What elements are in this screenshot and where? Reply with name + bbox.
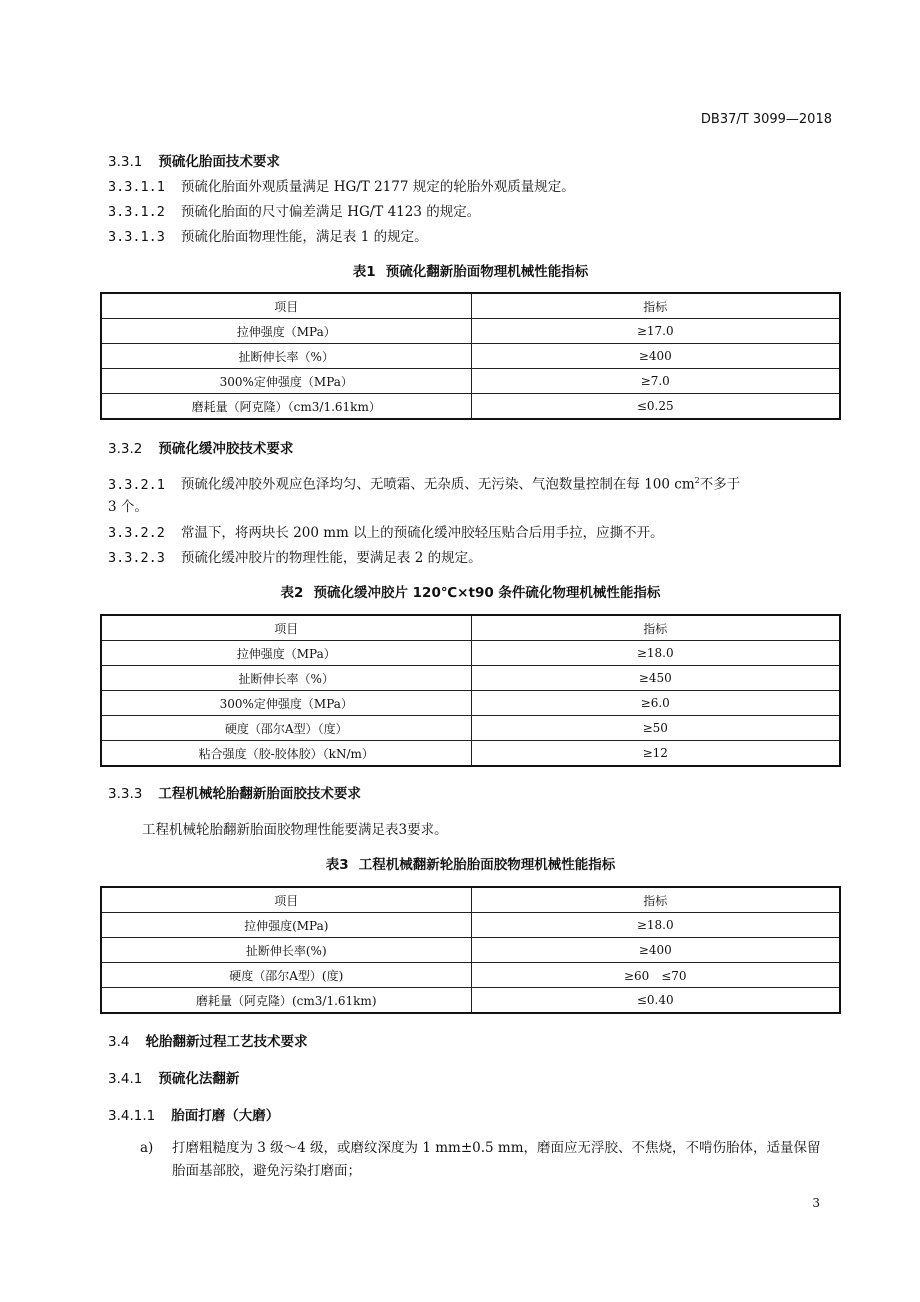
clause-3-3-1-3 xyxy=(108,225,428,245)
table-cell: ≥60 ≤70 xyxy=(471,963,840,988)
list-item-text: 打磨粗糙度为 3 级～4 级，或磨纹深度为 1 mm±0.5 mm，磨面应无浮胶、不焦烧，不啃伤胎体，适量保留胎面基部胶，避免污染打磨面； xyxy=(172,1140,821,1179)
section-3-3-3-text: 工程机械轮胎翻新胎面胶物理性能要满足表3要求。 xyxy=(142,822,448,838)
table-cell: ≥400 xyxy=(471,344,840,369)
clause-number: 3.3.1.2 xyxy=(108,204,165,220)
section-3-4-heading xyxy=(108,1030,307,1050)
section-title: 轮胎翻新过程工艺技术要求 xyxy=(145,1034,308,1050)
table-cell: ≥18.0 xyxy=(471,641,840,666)
table-cell: 拉伸强度(MPa) xyxy=(101,913,471,938)
table-cell: 300%定伸强度（MPa） xyxy=(101,691,471,716)
table-1 xyxy=(100,292,841,420)
clause-number: 3.3.1.1 xyxy=(108,179,165,195)
table-row xyxy=(101,344,840,369)
table-cell: 扯断伸长率（%） xyxy=(101,666,471,691)
header-cell: 项目 xyxy=(101,293,471,319)
table-cell: ≥18.0 xyxy=(471,913,840,938)
table-cell: ≥17.0 xyxy=(471,319,840,344)
list-item-a xyxy=(140,1137,833,1183)
section-number: 3.4.1 xyxy=(108,1071,143,1087)
section-title: 预硫化法翻新 xyxy=(158,1071,240,1087)
clause-3-3-2-2 xyxy=(108,521,664,541)
table-cell: ≥400 xyxy=(471,938,840,963)
table-title: 预硫化缓冲胶片 120℃×t90 条件硫化物理机械性能指标 xyxy=(313,585,661,601)
table-3 xyxy=(100,886,841,1014)
header-cell: 指标 xyxy=(471,293,840,319)
table-row xyxy=(101,691,840,716)
table-cell: ≤0.40 xyxy=(471,988,840,1014)
list-item-label: a) xyxy=(140,1140,154,1156)
table-cell: 拉伸强度（MPa） xyxy=(101,641,471,666)
clause-text-cont: 不多于 xyxy=(699,476,741,493)
clause-text: 常温下，将两块长 200 mm 以上的预硫化缓冲胶轻压贴合后用手拉，应撕不开。 xyxy=(180,525,664,541)
page-number: 3 xyxy=(812,1196,820,1210)
section-3-4-1-1-heading xyxy=(108,1104,279,1124)
section-number: 3.3.1 xyxy=(108,154,143,170)
header-cell: 项目 xyxy=(101,615,471,641)
table-header-row xyxy=(101,887,840,913)
table-cell: 硬度（邵尔A型）（度） xyxy=(101,716,471,741)
clause-number: 3.3.2.2 xyxy=(108,525,165,541)
section-number: 3.3.2 xyxy=(108,441,143,457)
table-title: 预硫化翻新胎面物理机械性能指标 xyxy=(385,264,589,280)
section-number: 3.3.3 xyxy=(108,786,143,802)
table-1-caption xyxy=(100,260,841,280)
section-3-3-3-heading xyxy=(108,782,361,802)
table-header-row xyxy=(101,615,840,641)
table-cell: ≥50 xyxy=(471,716,840,741)
clause-number: 3.3.2.1 xyxy=(108,476,165,493)
table-cell: 扯断伸长率（%） xyxy=(101,344,471,369)
clause-text: 预硫化胎面的尺寸偏差满足 HG/T 4123 的规定。 xyxy=(180,204,481,220)
clause-3-3-2-1 xyxy=(108,470,833,518)
table-row xyxy=(101,963,840,988)
table-cell: ≥7.0 xyxy=(471,369,840,394)
section-3-3-1-heading xyxy=(108,150,280,170)
table-row xyxy=(101,741,840,767)
table-row xyxy=(101,938,840,963)
table-header-row xyxy=(101,293,840,319)
table-row xyxy=(101,319,840,344)
section-3-4-1-heading xyxy=(108,1067,239,1087)
section-3-3-2-heading xyxy=(108,437,293,457)
table-cell: ≥6.0 xyxy=(471,691,840,716)
clause-3-3-2-3 xyxy=(108,546,482,566)
table-3-caption xyxy=(100,853,841,873)
table-row xyxy=(101,394,840,420)
header-cell: 指标 xyxy=(471,887,840,913)
document-code: DB37/T 3099—2018 xyxy=(700,112,832,127)
table-cell: 磨耗量（阿克隆）(cm3/1.61km) xyxy=(101,988,471,1014)
table-row xyxy=(101,716,840,741)
clause-3-3-1-2 xyxy=(108,200,480,220)
clause-text: 预硫化胎面外观质量满足 HG/T 2177 规定的轮胎外观质量规定。 xyxy=(180,179,575,195)
table-row xyxy=(101,666,840,691)
table-number: 表3 xyxy=(325,857,349,873)
section-title: 预硫化缓冲胶技术要求 xyxy=(158,441,294,457)
clause-3-3-1-1 xyxy=(108,175,575,195)
table-title: 工程机械翻新轮胎胎面胶物理机械性能指标 xyxy=(358,857,616,873)
table-cell: 硬度（邵尔A型）(度) xyxy=(101,963,471,988)
table-row xyxy=(101,913,840,938)
clause-number: 3.3.2.3 xyxy=(108,550,165,566)
section-number: 3.4 xyxy=(108,1034,130,1050)
table-row xyxy=(101,369,840,394)
superscript: 2 xyxy=(694,476,700,485)
table-cell: 磨耗量（阿克隆）（cm3/1.61km） xyxy=(101,394,471,420)
header-cell: 项目 xyxy=(101,887,471,913)
table-cell: ≥12 xyxy=(471,741,840,767)
table-2 xyxy=(100,614,841,767)
table-2-caption xyxy=(100,581,841,601)
table-row xyxy=(101,988,840,1014)
table-cell: 粘合强度（胶-胶体胶）（kN/m） xyxy=(101,741,471,767)
table-number: 表2 xyxy=(280,585,304,601)
section-title: 工程机械轮胎翻新胎面胶技术要求 xyxy=(158,786,361,802)
table-cell: 扯断伸长率(%) xyxy=(101,938,471,963)
table-row xyxy=(101,641,840,666)
clause-text-wrap: 3 个。 xyxy=(108,498,148,515)
clause-text: 预硫化缓冲胶片的物理性能，要满足表 2 的规定。 xyxy=(180,550,482,566)
section-title: 胎面打磨（大磨） xyxy=(171,1108,280,1124)
clause-text: 预硫化缓冲胶外观应色泽均匀、无喷霜、无杂质、无污染、气泡数量控制在每 100 cm xyxy=(180,476,695,493)
header-cell: 指标 xyxy=(471,615,840,641)
table-cell: ≤0.25 xyxy=(471,394,840,420)
section-number: 3.4.1.1 xyxy=(108,1108,156,1124)
table-cell: ≥450 xyxy=(471,666,840,691)
table-cell: 300%定伸强度（MPa） xyxy=(101,369,471,394)
clause-number: 3.3.1.3 xyxy=(108,229,165,245)
section-title: 预硫化胎面技术要求 xyxy=(158,154,280,170)
table-number: 表1 xyxy=(352,264,376,280)
clause-text: 预硫化胎面物理性能，满足表 1 的规定。 xyxy=(180,229,428,245)
table-cell: 拉伸强度（MPa） xyxy=(101,319,471,344)
